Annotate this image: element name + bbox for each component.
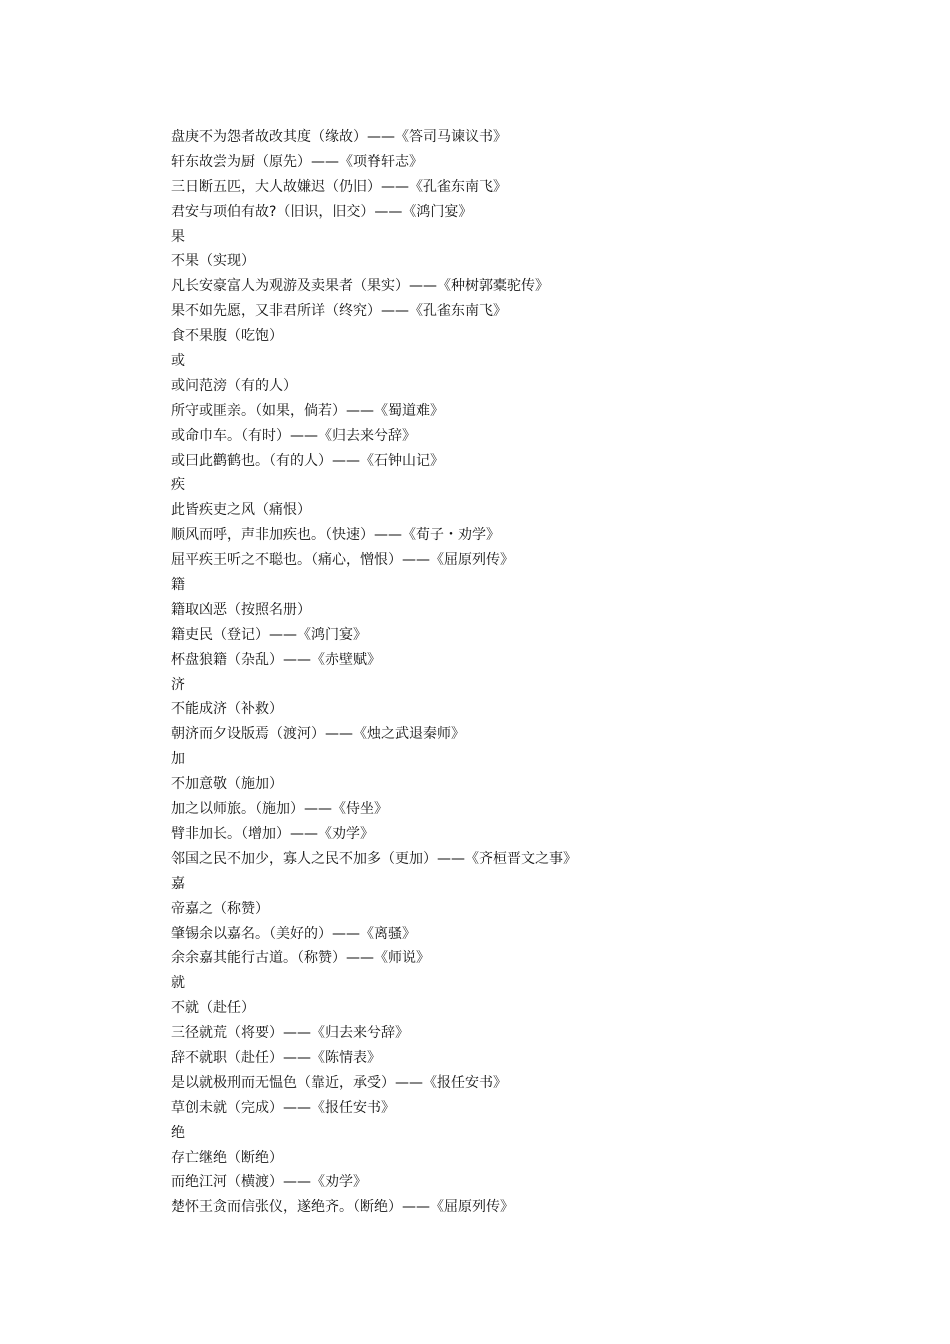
text-line: 籍吏民（登记）——《鸿门宴》 bbox=[171, 626, 367, 643]
text-line: 凡长安豪富人为观游及卖果者（果实）——《种树郭橐驼传》 bbox=[171, 278, 549, 295]
text-line: 盘庚不为怨者故改其度（缘故）——《答司马谏议书》 bbox=[171, 129, 507, 145]
entry-heading: 疾 bbox=[171, 477, 185, 494]
text-line: 加之以师旅。（施加）——《侍坐》 bbox=[171, 801, 388, 818]
text-line: 朝济而夕设版焉（渡河）——《烛之武退秦师》 bbox=[171, 726, 465, 743]
entry-heading: 籍 bbox=[171, 577, 185, 594]
text-line: 食不果腹（吃饱） bbox=[171, 328, 283, 345]
text-line: 不就（赴任） bbox=[171, 1000, 255, 1017]
text-line: 轩东故尝为厨（原先）——《项脊轩志》 bbox=[171, 153, 423, 170]
entry-heading: 或 bbox=[171, 353, 185, 370]
entry-heading: 果 bbox=[171, 228, 185, 245]
text-line: 杯盘狼籍（杂乱）——《赤壁赋》 bbox=[171, 651, 381, 668]
text-line: 存亡继绝（断绝） bbox=[171, 1149, 283, 1166]
text-line: 此皆疾吏之风（痛恨） bbox=[171, 502, 311, 519]
text-line: 楚怀王贪而信张仪，遂绝齐。（断绝）——《屈原列传》 bbox=[171, 1199, 514, 1216]
text-line: 余余嘉其能行古道。（称赞）——《师说》 bbox=[171, 950, 430, 967]
text-line: 或曰此鹳鹤也。（有的人）——《石钟山记》 bbox=[171, 452, 444, 469]
text-line: 三径就荒（将要）——《归去来兮辞》 bbox=[171, 1025, 409, 1042]
entry-heading: 就 bbox=[171, 975, 185, 992]
text-line: 草创未就（完成）——《报任安书》 bbox=[171, 1099, 395, 1116]
text-line: 臂非加长。（增加）——《劝学》 bbox=[171, 825, 374, 842]
text-line: 屈平疾王听之不聪也。（痛心，憎恨）——《屈原列传》 bbox=[171, 552, 514, 569]
text-line: 君安与项伯有故?（旧识，旧交）——《鸿门宴》 bbox=[171, 203, 473, 220]
text-line: 帝嘉之（称赞） bbox=[171, 900, 269, 917]
text-line: 顺风而呼，声非加疾也。（快速）——《荀子・劝学》 bbox=[171, 527, 500, 544]
text-line: 果不如先愿，又非君所详（终究）——《孔雀东南飞》 bbox=[171, 303, 507, 320]
text-line: 不果（实现） bbox=[171, 253, 255, 270]
text-line: 籍取凶恶（按照名册） bbox=[171, 601, 311, 618]
entry-heading: 绝 bbox=[171, 1124, 185, 1141]
entry-heading: 加 bbox=[171, 751, 185, 768]
text-line: 是以就极刑而无愠色（靠近，承受）——《报任安书》 bbox=[171, 1074, 507, 1091]
text-line: 肇锡余以嘉名。（美好的）——《离骚》 bbox=[171, 925, 416, 942]
entry-heading: 嘉 bbox=[171, 875, 185, 892]
text-line: 而绝江河（横渡）——《劝学》 bbox=[171, 1174, 367, 1191]
text-line: 辞不就职（赴任）——《陈情表》 bbox=[171, 1049, 381, 1066]
text-line: 三日断五匹，大人故嫌迟（仍旧）——《孔雀东南飞》 bbox=[171, 178, 507, 195]
text-line: 不能成济（补救） bbox=[171, 701, 283, 718]
text-line: 或问范滂（有的人） bbox=[171, 377, 297, 394]
text-line: 或命巾车。（有时）——《归去来兮辞》 bbox=[171, 427, 416, 444]
document-body bbox=[171, 125, 871, 1220]
entry-heading: 济 bbox=[171, 676, 185, 693]
text-line: 所守或匪亲。（如果，倘若）——《蜀道难》 bbox=[171, 402, 444, 419]
text-line: 邻国之民不加少，寡人之民不加多（更加）——《齐桓晋文之事》 bbox=[171, 850, 577, 867]
text-line: 不加意敬（施加） bbox=[171, 776, 283, 793]
